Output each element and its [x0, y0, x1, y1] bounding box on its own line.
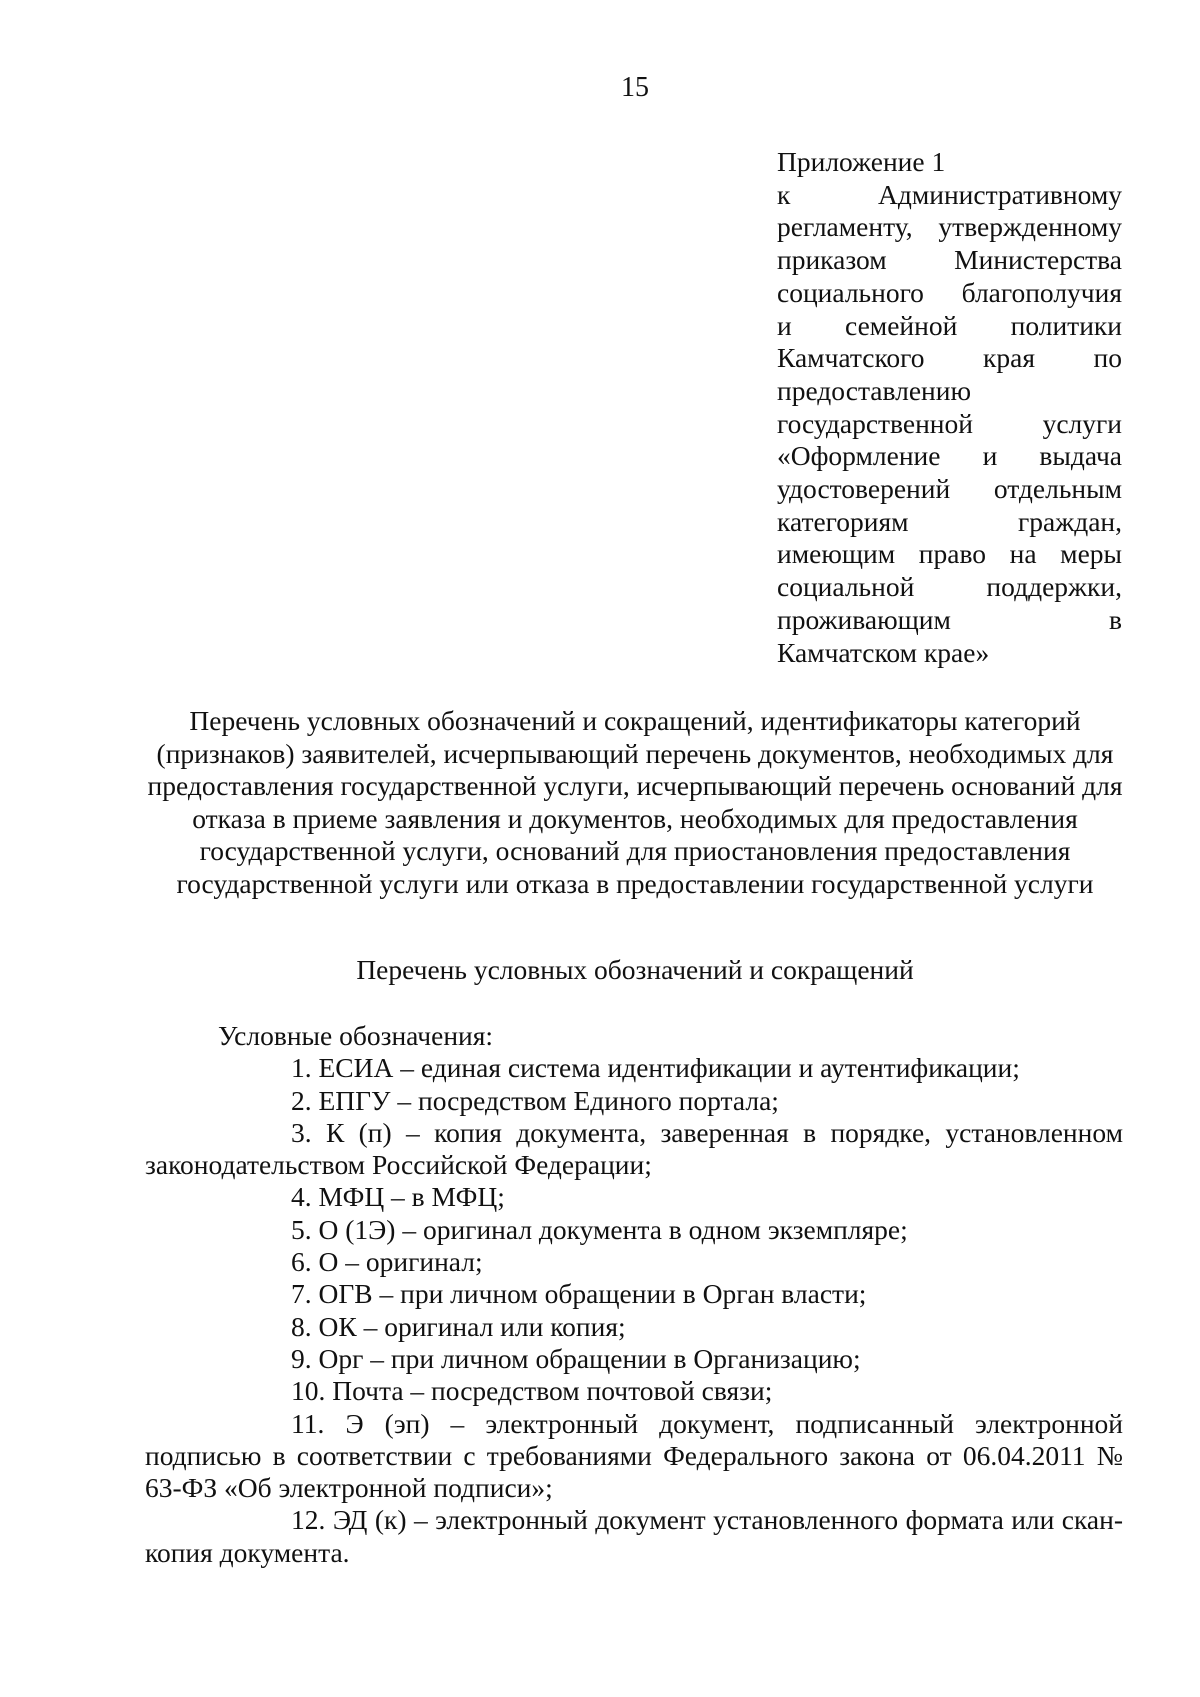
legend-item-number: 4.: [291, 1181, 312, 1213]
appendix-heading: Приложение 1: [777, 146, 946, 177]
appendix-line: проживающим в: [777, 603, 1122, 635]
legend-item-text: ЭД (к) – электронный документ установленного формата или скан-копия документа.: [145, 1504, 1124, 1568]
legend-item-text: ЕСИА – единая система идентификации и аутентификации;: [318, 1052, 1020, 1084]
legend-item-text: Орг – при личном обращении в Организацию;: [318, 1342, 861, 1374]
legend-item: [145, 1246, 1123, 1278]
appendix-line: Камчатском крае»: [777, 636, 990, 668]
appendix-line: предоставлению: [777, 374, 972, 406]
legend-item: [145, 1117, 1123, 1182]
legend-item: [145, 1214, 1123, 1246]
section-subtitle: Перечень условных обозначений и сокращений: [356, 954, 914, 985]
appendix-line: и семейной политики: [777, 309, 1122, 341]
appendix-line: регламенту, утвержденному: [777, 211, 1122, 243]
legend-item: [145, 1085, 1123, 1117]
legend-item: [145, 1052, 1123, 1084]
legend-item: [145, 1375, 1123, 1407]
legend-item: [145, 1278, 1123, 1310]
legend-list: [145, 1020, 1123, 1569]
legend-item: [145, 1343, 1123, 1375]
legend-item: [145, 1408, 1123, 1505]
legend-item-number: 5.: [291, 1213, 312, 1245]
legend-item-number: 12.: [291, 1504, 326, 1536]
appendix-line: приказом Министерства: [777, 244, 1122, 276]
legend-item-text: Почта – посредством почтовой связи;: [332, 1375, 773, 1407]
legend-item-text: Э (эп) – электронный документ, подписанный электронной подписью в соответствии с требованиями Федерального закона от 06.04.2011 № 63-ФЗ «Об электронной подписи»;: [145, 1407, 1124, 1504]
legend-item-text: О (1Э) – оригинал документа в одном экземпляре;: [318, 1213, 908, 1245]
legend-item-number: 10.: [291, 1375, 326, 1407]
legend-item-text: МФЦ – в МФЦ;: [318, 1181, 505, 1213]
legend-item-number: 11.: [291, 1407, 325, 1439]
appendix-line: к Административному: [777, 178, 1122, 210]
document-title: Перечень условных обозначений и сокращений, идентификаторы категорий (признаков) заявителей, исчерпывающий перечень документов, необходимых для предоставления государственной услуги, исчерпывающий перечень оснований для отказа в приеме заявления и документов, необходимых для предоставления государственной услуги, оснований для приостановления предоставления государственной услуги или отказа в предоставлении государственной услуги: [147, 705, 1123, 899]
legend-item-number: 7.: [291, 1278, 312, 1310]
legend-item-number: 9.: [291, 1342, 312, 1374]
legend-item-number: 1.: [291, 1052, 312, 1084]
appendix-line: имеющим право на меры: [777, 538, 1122, 570]
appendix-line: удостоверений отдельным: [777, 473, 1122, 505]
appendix-line: социальной поддержки,: [777, 571, 1122, 603]
legend-item-text: ЕПГУ – посредством Единого портала;: [318, 1084, 779, 1116]
legend-item-number: 6.: [291, 1246, 312, 1278]
legend-caption: Условные обозначения:: [218, 1020, 494, 1051]
page-number: 15: [621, 72, 649, 103]
legend-item-number: 3.: [291, 1116, 312, 1148]
legend-item-text: К (п) – копия документа, заверенная в порядке, установленном законодательством Российской Федерации;: [145, 1116, 1123, 1181]
legend-item-text: ОГВ – при личном обращении в Орган власти;: [318, 1278, 867, 1310]
appendix-line: «Оформление и выдача: [777, 440, 1122, 472]
appendix-line: Камчатского края по: [777, 342, 1122, 374]
legend-item-number: 2.: [291, 1084, 312, 1116]
legend-item: [145, 1311, 1123, 1343]
legend-item: [145, 1504, 1123, 1569]
legend-item-number: 8.: [291, 1310, 312, 1342]
appendix-block: [777, 146, 1122, 669]
legend-item-text: О – оригинал;: [318, 1246, 483, 1278]
appendix-line: государственной услуги: [777, 407, 1122, 439]
legend-item-text: ОК – оригинал или копия;: [318, 1310, 626, 1342]
appendix-line: категориям граждан,: [777, 505, 1122, 537]
legend-item: [145, 1181, 1123, 1213]
appendix-line: социального благополучия: [777, 276, 1122, 308]
